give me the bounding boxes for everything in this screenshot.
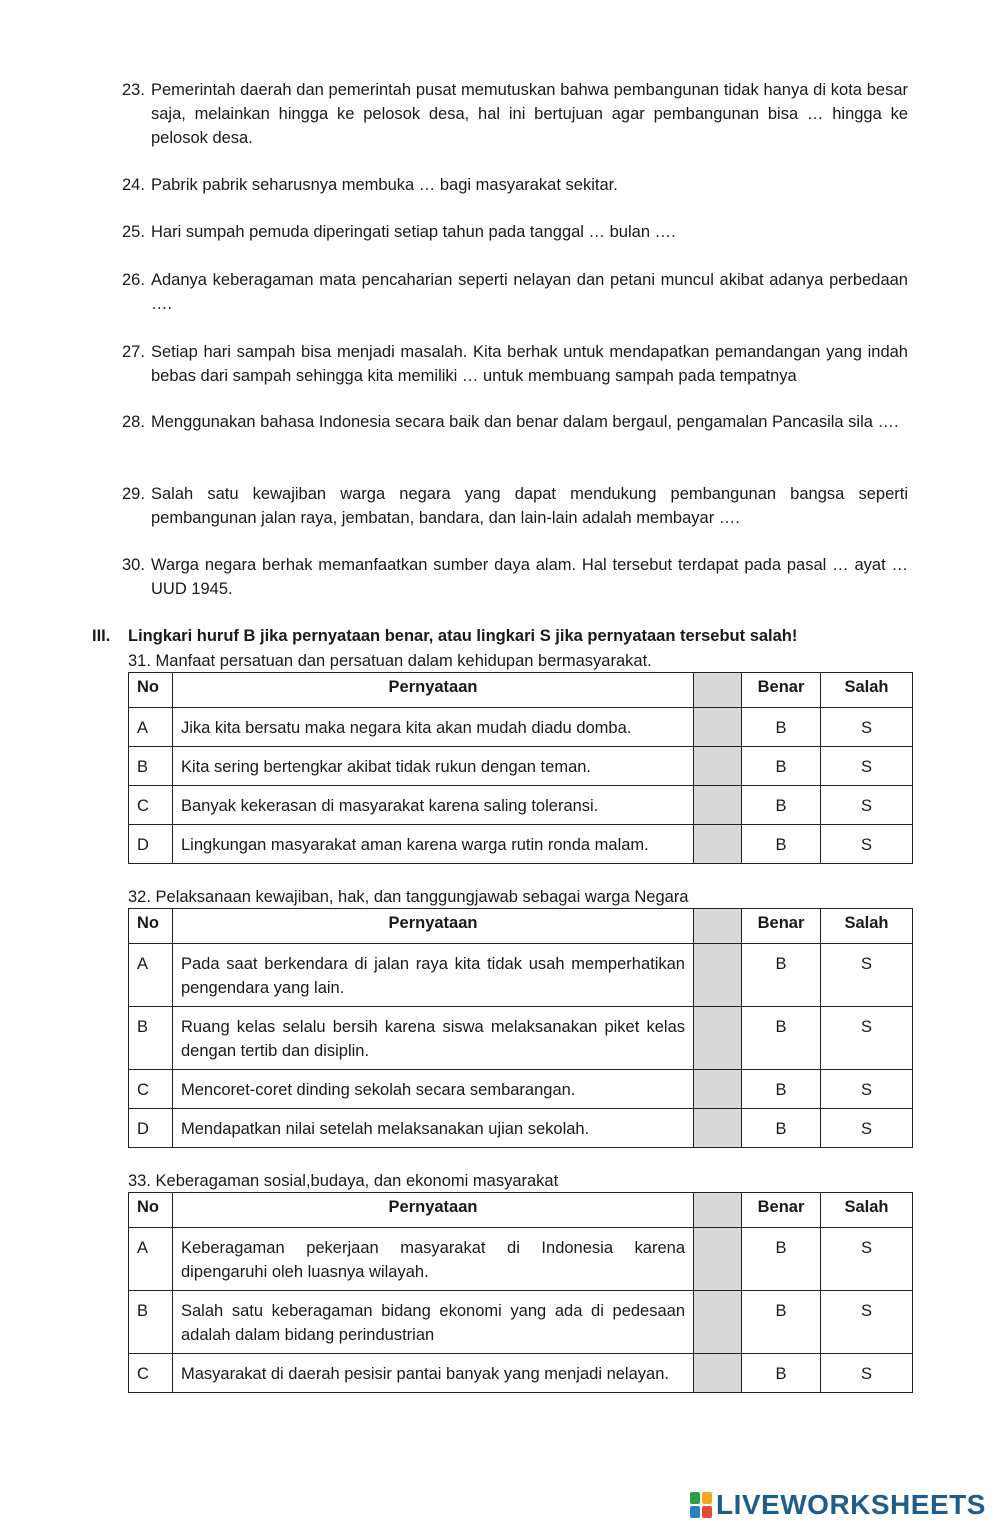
- table-header-row: [129, 909, 913, 944]
- question-text: Pemerintah daerah dan pemerintah pusat memutuskan bahwa pembangunan tidak hanya di kota besar saja, melainkan hingga ke pelosok desa, hal ini bertujuan agar pembangunan bisa … hingga ke pelosok desa.: [151, 81, 908, 147]
- shaded-cell: [694, 1070, 742, 1109]
- question-text: Setiap hari sampah bisa menjadi masalah. Kita berhak untuk mendapatkan pemandangan yang indah bebas dari sampah sehingga kita memiliki … untuk membuang sampah pada tempatnya: [151, 343, 908, 385]
- question-29: [122, 482, 908, 530]
- table-caption-32: 32. Pelaksanaan kewajiban, hak, dan tanggungjawab sebagai warga Negara: [128, 888, 689, 906]
- option-b[interactable]: B: [742, 944, 821, 1007]
- table-row: [129, 1228, 913, 1291]
- row-letter: A: [129, 1228, 173, 1291]
- table-row: [129, 944, 913, 1007]
- shaded-cell: [694, 825, 742, 864]
- row-statement: Jika kita bersatu maka negara kita akan mudah diadu domba.: [173, 708, 694, 747]
- question-text: Adanya keberagaman mata pencaharian seperti nelayan dan petani muncul akibat adanya perbedaan ….: [151, 271, 908, 313]
- header-true: Benar: [742, 1193, 821, 1228]
- header-false: Salah: [821, 1193, 913, 1228]
- row-statement: Lingkungan masyarakat aman karena warga rutin ronda malam.: [173, 825, 694, 864]
- option-s[interactable]: S: [821, 1291, 913, 1354]
- table-row: [129, 1291, 913, 1354]
- question-30: [122, 553, 908, 601]
- row-statement: Masyarakat di daerah pesisir pantai banyak yang menjadi nelayan.: [173, 1354, 694, 1393]
- row-statement: Pada saat berkendara di jalan raya kita tidak usah memperhatikan pengendara yang lain.: [173, 944, 694, 1007]
- header-false: Salah: [821, 673, 913, 708]
- table-caption-31: 31. Manfaat persatuan dan persatuan dalam kehidupan bermasyarakat.: [128, 652, 652, 670]
- row-letter: C: [129, 1354, 173, 1393]
- shaded-cell: [694, 944, 742, 1007]
- row-statement: Ruang kelas selalu bersih karena siswa melaksanakan piket kelas dengan tertib dan disiplin.: [173, 1007, 694, 1070]
- row-letter: B: [129, 1291, 173, 1354]
- header-statement: Pernyataan: [173, 909, 694, 944]
- header-true: Benar: [742, 673, 821, 708]
- option-b[interactable]: B: [742, 1228, 821, 1291]
- option-b[interactable]: B: [742, 747, 821, 786]
- option-b[interactable]: B: [742, 1007, 821, 1070]
- logo-icon: [690, 1492, 712, 1518]
- table-row: [129, 1007, 913, 1070]
- row-statement: Mendapatkan nilai setelah melaksanakan ujian sekolah.: [173, 1109, 694, 1148]
- question-28: [122, 410, 908, 434]
- header-no: No: [129, 909, 173, 944]
- option-b[interactable]: B: [742, 1354, 821, 1393]
- option-b[interactable]: B: [742, 708, 821, 747]
- row-statement: Banyak kekerasan di masyarakat karena saling toleransi.: [173, 786, 694, 825]
- statement-table-31: [128, 672, 913, 864]
- table-row: [129, 1109, 913, 1148]
- header-no: No: [129, 673, 173, 708]
- question-number: 23.: [122, 81, 145, 99]
- option-b[interactable]: B: [742, 1070, 821, 1109]
- question-23: [122, 78, 908, 150]
- question-text: Pabrik pabrik seharusnya membuka … bagi masyarakat sekitar.: [151, 176, 618, 194]
- row-letter: B: [129, 747, 173, 786]
- section-instruction: Lingkari huruf B jika pernyataan benar, atau lingkari S jika pernyataan tersebut salah!: [128, 627, 798, 645]
- question-number: 27.: [122, 343, 145, 361]
- question-text: Salah satu kewajiban warga negara yang dapat mendukung pembangunan bangsa seperti pembangunan jalan raya, jembatan, bandara, dan lain-lain adalah membayar ….: [151, 485, 908, 527]
- table-caption-33: 33. Keberagaman sosial,budaya, dan ekonomi masyarakat: [128, 1172, 559, 1190]
- row-letter: C: [129, 786, 173, 825]
- table-row: [129, 1354, 913, 1393]
- row-letter: A: [129, 944, 173, 1007]
- option-b[interactable]: B: [742, 786, 821, 825]
- header-no: No: [129, 1193, 173, 1228]
- option-s[interactable]: S: [821, 708, 913, 747]
- row-letter: D: [129, 825, 173, 864]
- question-25: [122, 220, 908, 244]
- logo-tile-icon: [702, 1492, 712, 1504]
- option-s[interactable]: S: [821, 1109, 913, 1148]
- row-letter: B: [129, 1007, 173, 1070]
- question-number: 28.: [122, 413, 145, 431]
- option-b[interactable]: B: [742, 1109, 821, 1148]
- option-b[interactable]: B: [742, 825, 821, 864]
- statement-table-32: [128, 908, 913, 1148]
- option-s[interactable]: S: [821, 1354, 913, 1393]
- row-letter: D: [129, 1109, 173, 1148]
- option-s[interactable]: S: [821, 1070, 913, 1109]
- header-shaded: [694, 1193, 742, 1228]
- statement-table-33: [128, 1192, 913, 1393]
- question-text: Menggunakan bahasa Indonesia secara baik dan benar dalam bergaul, pengamalan Pancasila sila ….: [151, 413, 899, 431]
- row-statement: Salah satu keberagaman bidang ekonomi yang ada di pedesaan adalah dalam bidang perindustrian: [173, 1291, 694, 1354]
- shaded-cell: [694, 747, 742, 786]
- option-b[interactable]: B: [742, 1291, 821, 1354]
- row-letter: A: [129, 708, 173, 747]
- shaded-cell: [694, 1109, 742, 1148]
- shaded-cell: [694, 1007, 742, 1070]
- question-number: 29.: [122, 485, 145, 503]
- option-s[interactable]: S: [821, 786, 913, 825]
- header-shaded: [694, 673, 742, 708]
- header-statement: Pernyataan: [173, 1193, 694, 1228]
- table-header-row: [129, 1193, 913, 1228]
- logo-tile-icon: [690, 1492, 700, 1504]
- question-number: 30.: [122, 556, 145, 574]
- header-statement: Pernyataan: [173, 673, 694, 708]
- table-row: [129, 708, 913, 747]
- option-s[interactable]: S: [821, 825, 913, 864]
- liveworksheets-logo: [690, 1488, 986, 1522]
- option-s[interactable]: S: [821, 1007, 913, 1070]
- logo-tile-icon: [690, 1506, 700, 1518]
- question-text: Warga negara berhak memanfaatkan sumber daya alam. Hal tersebut terdapat pada pasal … ayat … UUD 1945.: [151, 556, 908, 598]
- shaded-cell: [694, 1291, 742, 1354]
- row-letter: C: [129, 1070, 173, 1109]
- question-26: [122, 268, 908, 316]
- shaded-cell: [694, 786, 742, 825]
- option-s[interactable]: S: [821, 747, 913, 786]
- logo-tile-icon: [702, 1506, 712, 1518]
- logo-text: LIVEWORKSHEETS: [716, 1489, 986, 1520]
- section-number: III.: [92, 627, 111, 645]
- question-text: Hari sumpah pemuda diperingati setiap tahun pada tanggal … bulan ….: [151, 223, 676, 241]
- question-24: [122, 173, 908, 197]
- question-number: 24.: [122, 176, 145, 194]
- table-row: [129, 747, 913, 786]
- header-false: Salah: [821, 909, 913, 944]
- shaded-cell: [694, 708, 742, 747]
- option-s[interactable]: S: [821, 944, 913, 1007]
- shaded-cell: [694, 1228, 742, 1291]
- section-heading: [92, 625, 952, 647]
- question-27: [122, 340, 908, 388]
- question-number: 25.: [122, 223, 145, 241]
- table-row: [129, 786, 913, 825]
- row-statement: Mencoret-coret dinding sekolah secara sembarangan.: [173, 1070, 694, 1109]
- table-header-row: [129, 673, 913, 708]
- question-number: 26.: [122, 271, 145, 289]
- header-true: Benar: [742, 909, 821, 944]
- shaded-cell: [694, 1354, 742, 1393]
- table-row: [129, 825, 913, 864]
- row-statement: Kita sering bertengkar akibat tidak rukun dengan teman.: [173, 747, 694, 786]
- row-statement: Keberagaman pekerjaan masyarakat di Indonesia karena dipengaruhi oleh luasnya wilayah.: [173, 1228, 694, 1291]
- header-shaded: [694, 909, 742, 944]
- table-row: [129, 1070, 913, 1109]
- option-s[interactable]: S: [821, 1228, 913, 1291]
